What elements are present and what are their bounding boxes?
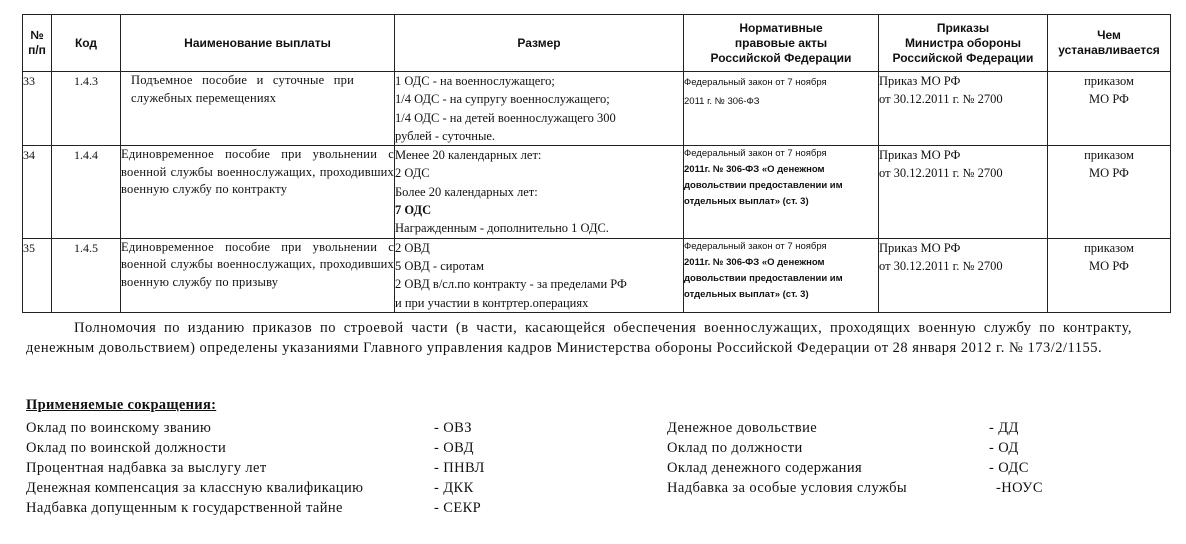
header-who-line2: устанавливается bbox=[1058, 43, 1160, 57]
who-line: приказом bbox=[1084, 74, 1134, 88]
header-who-line1: Чем bbox=[1097, 28, 1121, 42]
header-acts-line1: Нормативные bbox=[739, 20, 823, 35]
row-orders bbox=[879, 72, 1048, 146]
abbreviations-title: Применяемые сокращения: bbox=[26, 397, 217, 413]
orders-line: от 30.12.2011 г. № 2700 bbox=[879, 258, 1003, 273]
acts-line: Федеральный закон от 7 ноября bbox=[684, 148, 827, 160]
abbreviation-label: Оклад по должности bbox=[667, 440, 803, 456]
row-size bbox=[395, 238, 684, 312]
row-size bbox=[395, 146, 684, 238]
orders-line: Приказ МО РФ bbox=[879, 74, 961, 88]
abbreviation-label: Надбавка допущенным к государственной тайне bbox=[26, 500, 343, 516]
row-num: 34 bbox=[23, 146, 52, 238]
acts-line: 2011г. № 306-ФЗ «О денежном bbox=[684, 164, 825, 176]
table-row bbox=[23, 238, 1171, 312]
orders-line: Приказ МО РФ bbox=[879, 240, 961, 255]
size-line: 2 ОВД bbox=[395, 240, 430, 255]
size-line: 2 ОВД в/сл.по контракту - за пределами РФ bbox=[395, 277, 627, 292]
acts-line: 2011г. № 306-ФЗ «О денежном bbox=[684, 256, 825, 268]
who-line: МО РФ bbox=[1089, 92, 1129, 106]
row-code: 1.4.5 bbox=[52, 238, 121, 312]
abbreviation-value: - ОВЗ bbox=[434, 420, 472, 436]
who-line: МО РФ bbox=[1089, 166, 1129, 181]
header-code: Код bbox=[52, 15, 121, 72]
abbreviation-value: -НОУС bbox=[996, 480, 1043, 496]
header-orders-line2: Министра обороны bbox=[904, 35, 1022, 50]
row-who bbox=[1048, 238, 1171, 312]
row-code: 1.4.4 bbox=[52, 146, 121, 238]
abbreviation-label: Денежная компенсация за классную квалификацию bbox=[26, 480, 364, 496]
header-orders-line1: Приказы bbox=[936, 20, 990, 35]
acts-line: Федеральный закон от 7 ноября bbox=[684, 240, 827, 252]
row-orders bbox=[879, 146, 1048, 238]
acts-line: отдельных выплат» (ст. 3) bbox=[684, 196, 809, 208]
size-line: 5 ОВД - сиротам bbox=[395, 258, 484, 273]
row-size bbox=[395, 72, 684, 146]
row-acts bbox=[684, 146, 879, 238]
abbreviation-value: - ДД bbox=[989, 420, 1019, 436]
abbreviation-label: Процентная надбавка за выслугу лет bbox=[26, 460, 267, 476]
payments-table bbox=[22, 14, 1171, 313]
size-line: 1 ОДС - на военнослужащего; bbox=[395, 74, 555, 88]
row-num: 35 bbox=[23, 238, 52, 312]
row-name: Подъемное пособие и суточные при служебных перемещениях bbox=[121, 72, 395, 146]
orders-line: Приказ МО РФ bbox=[879, 148, 961, 163]
row-name: Единовременное пособие при увольнении с военной службы военнослужащих, проходивших военную службу по контракту bbox=[121, 146, 395, 238]
header-acts-line2: правовые акты bbox=[734, 35, 828, 50]
acts-line: 2011 г. № 306-ФЗ bbox=[684, 96, 760, 107]
row-name: Единовременное пособие при увольнении с военной службы военнослужащих, проходивших военную службу по призыву bbox=[121, 238, 395, 312]
acts-line: довольствии предоставлении им bbox=[684, 180, 843, 192]
acts-line: отдельных выплат» (ст. 3) bbox=[684, 288, 809, 300]
row-acts bbox=[684, 238, 879, 312]
row-acts bbox=[684, 72, 879, 146]
row-num: 33 bbox=[23, 72, 52, 146]
acts-line: довольствии предоставлении им bbox=[684, 272, 843, 284]
header-who bbox=[1048, 15, 1171, 72]
abbreviation-label: Оклад по воинскому званию bbox=[26, 420, 212, 436]
size-line: Менее 20 календарных лет: bbox=[395, 148, 542, 163]
header-orders-line3: Российской Федерации bbox=[892, 50, 1034, 65]
row-code: 1.4.3 bbox=[52, 72, 121, 146]
header-name: Наименование выплаты bbox=[121, 15, 395, 72]
who-line: МО РФ bbox=[1089, 258, 1129, 273]
size-line: Более 20 календарных лет: bbox=[395, 184, 538, 199]
abbreviation-label: Надбавка за особые условия службы bbox=[667, 480, 908, 496]
abbreviation-value: - ОВД bbox=[434, 440, 474, 456]
header-num bbox=[23, 15, 52, 72]
abbreviation-label: Оклад по воинской должности bbox=[26, 440, 227, 456]
acts-line: Федеральный закон от 7 ноября bbox=[684, 77, 827, 88]
abbreviation-value: - ПНВЛ bbox=[434, 460, 485, 476]
size-line: 1/4 ОДС - на детей военнослужащего 300 bbox=[395, 110, 616, 125]
header-size: Размер bbox=[395, 15, 684, 72]
orders-line: от 30.12.2011 г. № 2700 bbox=[879, 166, 1003, 181]
table-row bbox=[23, 72, 1171, 146]
abbreviation-label: Оклад денежного содержания bbox=[667, 460, 863, 476]
authority-paragraph: Полномочия по изданию приказов по строевой части (в части, касающейся обеспечения военнослужащих, проходящих военную службу по контракту, денежным довольствием) определены указаниями Главного управления кадров Министерства обороны Российской Федерации от 28 января 2012 г. № 173/2/1155. bbox=[26, 320, 1132, 356]
orders-line: от 30.12.2011 г. № 2700 bbox=[879, 92, 1003, 106]
size-line: 1/4 ОДС - на супругу военнослужащего; bbox=[395, 92, 610, 107]
header-num-line2: п/п bbox=[28, 43, 46, 57]
header-orders bbox=[879, 15, 1048, 72]
row-orders bbox=[879, 238, 1048, 312]
abbreviation-value: - ДКК bbox=[434, 480, 474, 496]
abbreviation-value: - ОД bbox=[989, 440, 1019, 456]
size-line: 7 ОДС bbox=[395, 203, 432, 218]
header-acts-line3: Российской Федерации bbox=[710, 50, 852, 65]
table-header-row bbox=[23, 15, 1171, 72]
size-line: и при участии в контртер.операциях bbox=[395, 295, 589, 310]
who-line: приказом bbox=[1084, 148, 1134, 163]
abbreviations-title-text: Применяемые сокращения bbox=[26, 397, 212, 413]
row-who bbox=[1048, 146, 1171, 238]
table-row bbox=[23, 146, 1171, 238]
abbreviation-value: - ОДС bbox=[989, 460, 1029, 476]
size-line: 2 ОДС bbox=[395, 166, 430, 181]
size-line: Награжденным - дополнительно 1 ОДС. bbox=[395, 221, 609, 236]
header-num-line1: № bbox=[30, 28, 44, 42]
size-line: рублей - суточные. bbox=[395, 128, 496, 143]
who-line: приказом bbox=[1084, 240, 1134, 255]
header-acts bbox=[684, 15, 879, 72]
abbreviation-value: - СЕКР bbox=[434, 500, 482, 516]
row-who bbox=[1048, 72, 1171, 146]
abbreviation-label: Денежное довольствие bbox=[667, 420, 818, 436]
